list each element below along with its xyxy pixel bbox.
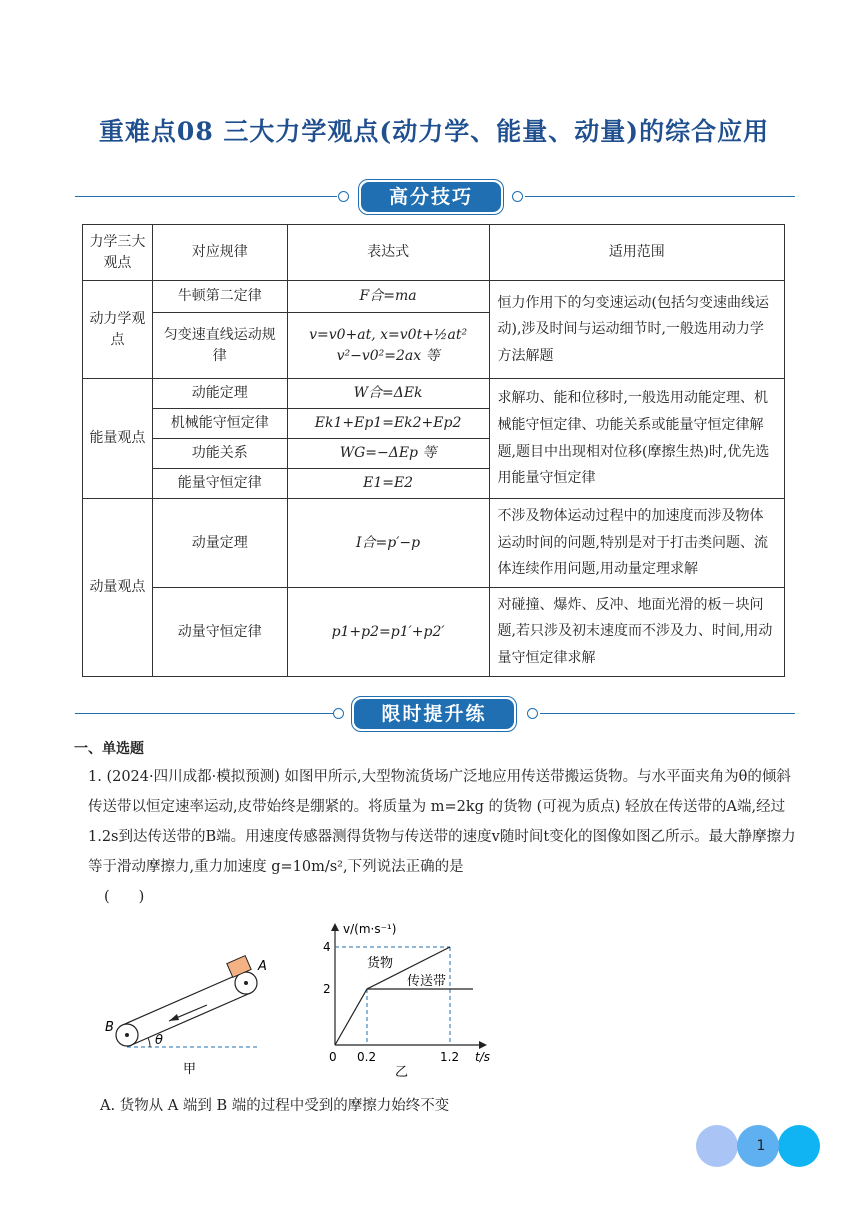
caption-jia: 甲 (183, 1062, 197, 1077)
table-header-row (83, 225, 785, 281)
divider-line (75, 713, 333, 714)
table-row (83, 587, 785, 676)
table-row (83, 379, 785, 409)
option-a[interactable]: A. 货物从 A 端到 B 端的过程中受到的摩擦力始终不变 (100, 1098, 450, 1114)
group-name: 能量观点 (83, 379, 153, 499)
label-a: A (258, 959, 267, 974)
belt-top (123, 973, 242, 1025)
law-expression: I合=p′−p (287, 499, 489, 588)
law-name: 功能关系 (152, 439, 287, 469)
x-axis-arrow (479, 1041, 487, 1049)
divider-dot (333, 708, 344, 719)
angle-arc (148, 1038, 150, 1047)
law-name: 匀变速直线运动规律 (152, 313, 287, 379)
divider-dot (338, 191, 349, 202)
y-axis-arrow (331, 923, 339, 931)
conveyor-diagram (95, 945, 285, 1080)
group-name: 动力学观点 (83, 281, 153, 379)
law-name: 能量守恒定律 (152, 469, 287, 499)
divider-dot (512, 191, 523, 202)
scope-text: 恒力作用下的匀变速运动(包括匀变速曲线运动),涉及时间与运动细节时,一般选用动力学方法解题 (489, 281, 784, 379)
pager-circle-left (696, 1125, 738, 1167)
y-label: v/(m·s⁻¹) (343, 922, 397, 936)
law-name: 动量定理 (152, 499, 287, 588)
label-b: B (105, 1020, 114, 1035)
cargo-label: 货物 (367, 956, 394, 971)
x-tick-02: 0.2 (357, 1050, 377, 1064)
belt-bottom (132, 993, 251, 1045)
section-heading: 一、单选题 (74, 741, 144, 757)
divider-line (525, 196, 795, 197)
pulley-a-axle (244, 981, 248, 985)
vt-graph (315, 915, 500, 1080)
group-name: 动量观点 (83, 499, 153, 677)
y-tick-2: 2 (323, 982, 331, 996)
table-header: 适用范围 (489, 225, 784, 281)
law-name: 动能定理 (152, 379, 287, 409)
label-theta: θ (155, 1033, 163, 1048)
question-text: 1. (2024·四川成都·模拟预测) 如图甲所示,大型物流货场广泛地应用传送带搬运货物。与水平面夹角为θ的倾斜传送带以恒定速率运动,皮带始终是绷紧的。将质量为 m=2kg 的货物 (可视为质点) 轻放在传送带的A端,经过1.2s到达传送带的B端。用速度传感器测得货物与传送带的速度v随时间t变化的图像如图乙所示。最大静摩擦力等于滑动摩擦力,重力加速度 g=10m/s²,下列说法正确的是 (88, 769, 796, 875)
scope-text: 不涉及物体运动过程中的加速度而涉及物体运动时间的问题,特别是对于打击类问题、流体连续作用问题,用动量定理求解 (489, 499, 784, 588)
law-expression: v²−v0²=2ax 等 (336, 347, 440, 364)
pager-circle-right (778, 1125, 820, 1167)
x-label: t/s (475, 1050, 490, 1064)
y-tick-4: 4 (323, 940, 331, 954)
mechanics-table (82, 224, 785, 677)
section-badge (351, 696, 517, 732)
law-expression: F合=ma (287, 281, 489, 313)
law-expression: p1+p2=p1′+p2′ (287, 587, 489, 676)
scope-text: 对碰撞、爆炸、反冲、地面光滑的板－块问题,若只涉及初末速度而不涉及力、时间,用动量守恒定律求解 (489, 587, 784, 676)
section-title: 限时提升练 (354, 699, 514, 729)
scope-text: 求解功、能和位移时,一般选用动能定理、机械能守恒定律、功能关系或能量守恒定律解题,题目中出现相对位移(摩擦生热)时,优先选用能量守恒定律 (489, 379, 784, 499)
section-badge (358, 179, 504, 215)
law-expression: Ek1+Ep1=Ek2+Ep2 (287, 409, 489, 439)
divider-dot (527, 708, 538, 719)
answer-blank: ( ) (104, 889, 145, 905)
law-name: 动量守恒定律 (152, 587, 287, 676)
x-tick-0: 0 (329, 1050, 337, 1064)
table-row (83, 499, 785, 588)
page-title: 重难点08 三大力学观点(动力学、能量、动量)的综合应用 (98, 117, 770, 146)
caption-yi: 乙 (395, 1065, 409, 1080)
law-expression: W合=ΔEk (287, 379, 489, 409)
arrow-head (169, 1014, 179, 1021)
law-name: 牛顿第二定律 (152, 281, 287, 313)
law-expression: v=v0+at, x=v0t+½at² (309, 327, 468, 344)
question-1 (88, 762, 800, 912)
page-number: 1 (756, 1138, 766, 1154)
belt-label: 传送带 (407, 974, 447, 989)
table-row (83, 281, 785, 313)
table-header: 对应规律 (152, 225, 287, 281)
x-tick-12: 1.2 (440, 1050, 460, 1064)
table-header: 力学三大观点 (83, 225, 153, 281)
section-title: 高分技巧 (361, 182, 501, 212)
table-header: 表达式 (287, 225, 489, 281)
law-expression: E1=E2 (287, 469, 489, 499)
law-name: 机械能守恒定律 (152, 409, 287, 439)
pulley-b-axle (125, 1033, 129, 1037)
law-expression: WG=−ΔEp 等 (287, 439, 489, 469)
divider-line (75, 196, 337, 197)
divider-line (540, 713, 795, 714)
law-expression-cell (287, 313, 489, 379)
